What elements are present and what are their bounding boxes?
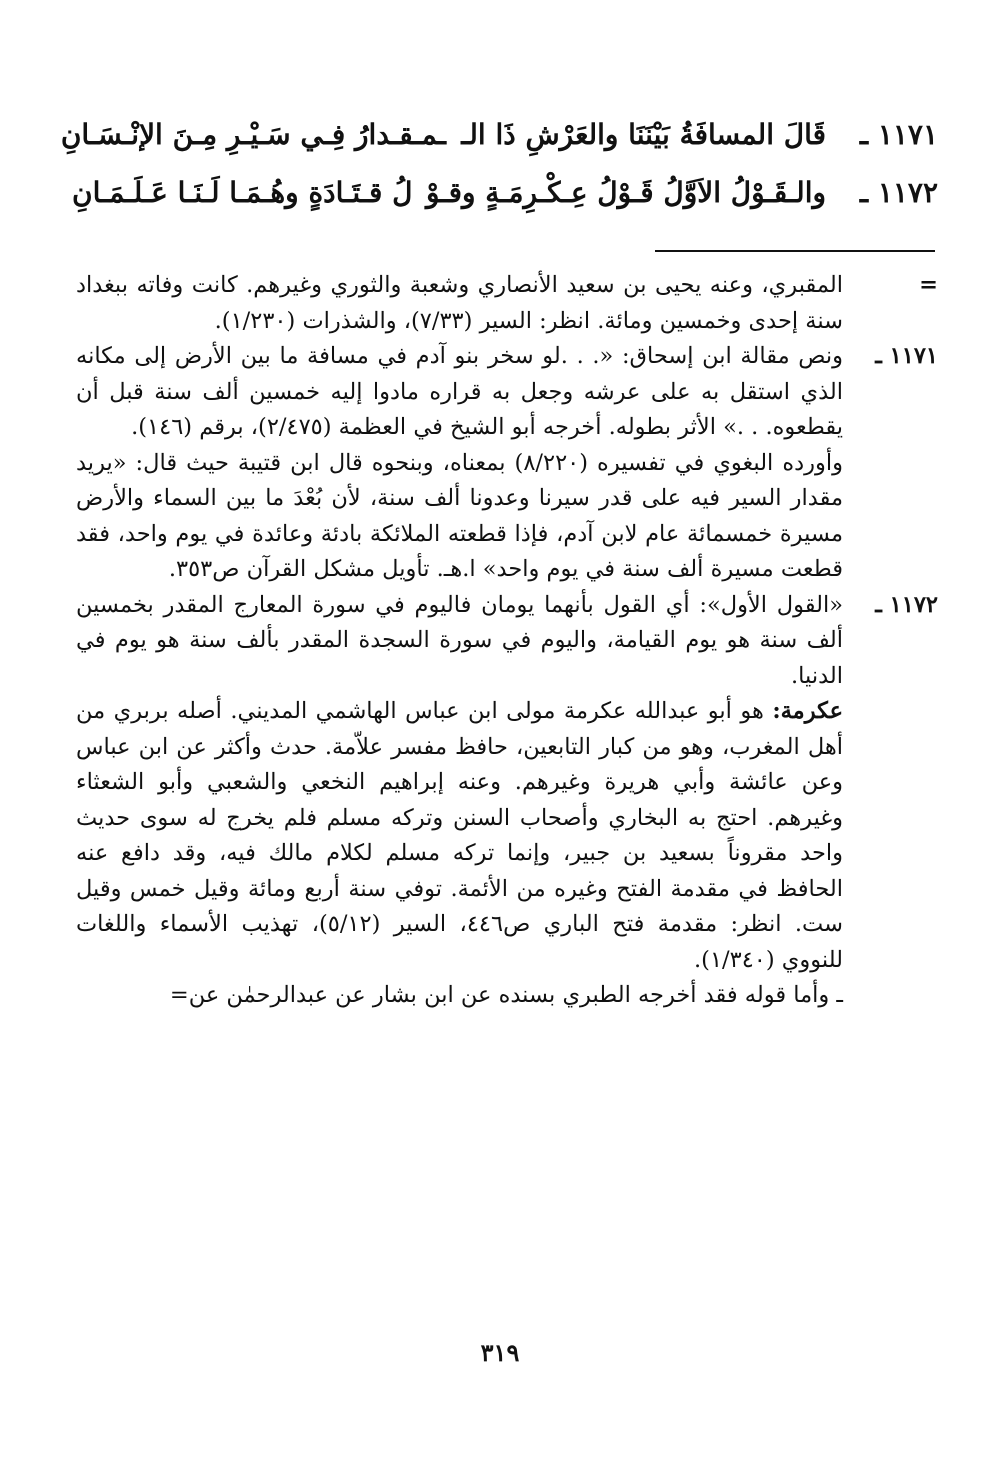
footnote-separator bbox=[655, 250, 935, 252]
verse-1172 bbox=[72, 176, 938, 234]
verse-first-hemistich: قَالَ المسافَةُ بَيْنَنَا والعَرْشِ ذَا الـ bbox=[461, 118, 826, 151]
footnote-mark: = bbox=[919, 272, 938, 298]
verse-1171 bbox=[60, 118, 938, 176]
footnote-text: «القول الأول»: أي القول بأنهما يومان فاليوم في سورة المعارج المقدر بخمسين ألف سنة هو يوم القيامة، واليوم في سورة السجدة المقدر بألف سنة هو يوم في الدنيا. bbox=[76, 591, 843, 689]
footnote-continuation bbox=[76, 268, 938, 339]
verse-second-hemistich: لُ قـتَـادَةٍ وهُـمَـا لَـنَـا عَـلَـمَـانِ bbox=[72, 176, 413, 209]
footnote-paragraph: ـ وأما قوله فقد أخرجه الطبري بسنده عن ابن بشار عن عبدالرحمٰن عن= bbox=[169, 982, 843, 1008]
footnote-1172 bbox=[76, 588, 938, 695]
verse-first-hemistich: والـقَـوْلُ الاَوَّلُ قَـوْلُ عِـكْـرِمَـةٍ وقـوْ bbox=[425, 176, 826, 209]
footnote-paragraph: وأورده البغوي في تفسيره (٨/٢٢٠) بمعناه، وبنحوه قال ابن قتيبة حيث قال: «يريد مقدار السير فيه على قدر سيرنا وعدونا ألف سنة، لأن بُعْدَ ما بين السماء والأرض مسيرة خمسمائة عام لابن آدم، فإذا قطعته الملائكة بادئة وعائدة في يوم واحد، فقد قطعت مسيرة ألف سنة في يوم واحد» ا.هـ. تأويل مشكل القرآن ص٣٥٣. bbox=[76, 449, 843, 582]
footnote-paragraph-text: هو أبو عبدالله عكرمة مولى ابن عباس الهاشمي المديني. أصله بربري من أهل المغرب، وهو من كبار التابعين، حافظ مفسر علاّمة. حدث وأكثر عن ابن عباس وعن عائشة وأبي هريرة وغيرهم. وعنه إبراهيم النخعي والشعبي وأبو الشعثاء وغيرهم. احتج به البخاري وأصحاب السنن وتركه مسلم فلم يخرج له سوى حديث واحد مقروناً بسعيد بن جبير، وإنما تركه مسلم لكلام مالك فيه، وقد دافع عنه الحافظ في مقدمة الفتح وغيره من الأئمة. توفي سنة أربع ومائة وقيل خمس وقيل ست. انظر: مقدمة فتح الباري ص٤٤٦، السير (٥/١٢)، تهذيب الأسماء واللغات للنووي (١/٣٤٠). bbox=[76, 698, 843, 973]
verse-second-hemistich: ـمـقـدارُ فِـي سَـيْـرِ مِـنَ الإنْـسَـانِ bbox=[60, 118, 446, 151]
footnote-paragraph bbox=[76, 694, 843, 978]
poem-verses bbox=[60, 118, 938, 234]
footnote-text: ونص مقالة ابن إسحاق: «. . .لو سخر بنو آدم في مسافة ما بين الأرض إلى مكانه الذي استقل به على عرشه وجعل به قراره مادوا إليه خمسين ألف سنة قبل أن يقطعوه. . .» الأثر بطوله. أخرجه أبو الشيخ في العظمة (٢/٤٧٥)، برقم (١٤٦). bbox=[76, 343, 843, 440]
footnotes bbox=[76, 268, 938, 1014]
footnote-mark: ١١٧١ ـ bbox=[875, 343, 938, 369]
page-number: ٣١٩ bbox=[480, 1338, 520, 1367]
footnote-mark: ١١٧٢ ـ bbox=[875, 591, 938, 618]
footnote-1171 bbox=[76, 339, 938, 446]
footnote-lead-term: عكرمة: bbox=[772, 698, 843, 724]
footnote-text: المقبري، وعنه يحيى بن سعيد الأنصاري وشعبة والثوري وغيرهم. كانت وفاته ببغداد سنة إحدى وخمسين ومائة. انظر: السير (٧/٣٣)، والشذرات (١/٢٣٠). bbox=[76, 272, 843, 334]
verse-number: ١١٧٢ ـ bbox=[859, 176, 938, 209]
verse-number: ١١٧١ ـ bbox=[859, 118, 938, 151]
